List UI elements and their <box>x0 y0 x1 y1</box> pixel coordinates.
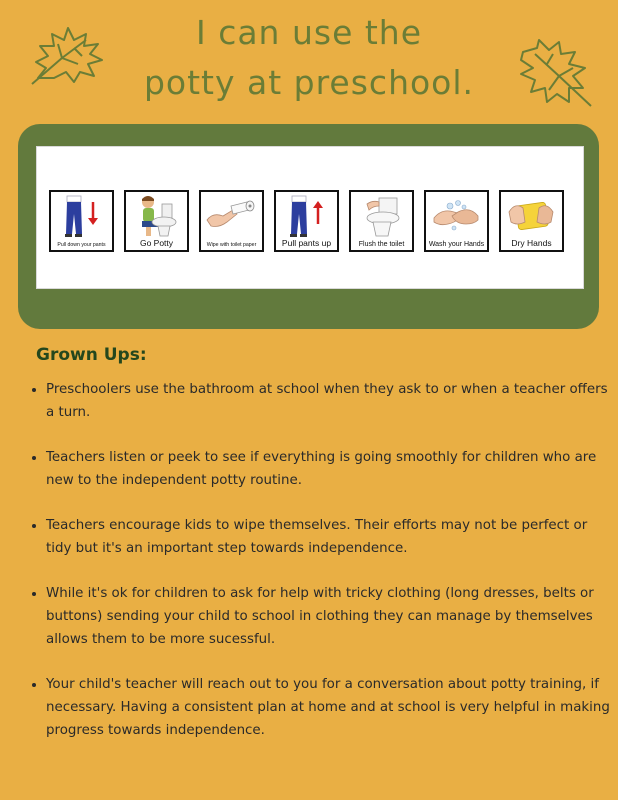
step-card-wash <box>424 190 489 252</box>
title-line-1: I can use the <box>195 13 423 52</box>
step-card-dry <box>499 190 564 252</box>
pants-down-icon <box>53 194 110 238</box>
grown-ups-list <box>26 378 616 764</box>
child-on-toilet-icon <box>128 194 185 238</box>
dry-hands-icon <box>503 194 560 238</box>
step-label: Pull pants up <box>281 238 332 248</box>
wash-hands-icon <box>428 194 485 238</box>
toilet-paper-icon <box>203 194 260 238</box>
list-item: • Teachers encourage kids to wipe themselves. Their efforts may not be perfect or tidy but it's an important step towards independence. <box>46 514 616 560</box>
step-label: Dry Hands <box>511 238 552 248</box>
step-label: Go Potty <box>139 238 174 248</box>
step-label: Flush the toilet <box>358 241 405 248</box>
step-card-pull-down <box>49 190 114 252</box>
title-line-2: potty at preschool. <box>143 63 475 102</box>
list-item: • Your child's teacher will reach out to you for a conversation about potty training, if necessary. Having a consistent plan at home and at school is very helpful in making progress towards independence. <box>46 673 616 742</box>
step-label: Wipe with toilet paper <box>206 242 257 248</box>
section-heading: Grown Ups: <box>36 345 147 365</box>
leaf-icon <box>515 38 595 108</box>
toilet-flush-icon <box>353 194 410 238</box>
pants-up-icon <box>278 194 335 238</box>
list-item: • Preschoolers use the bathroom at school when they ask to or when a teacher offers a turn. <box>46 378 616 424</box>
step-card-flush <box>349 190 414 252</box>
step-label: Pull down your pants <box>57 242 106 248</box>
step-label: Wash your Hands <box>428 241 485 248</box>
list-item: • While it's ok for children to ask for help with tricky clothing (long dresses, belts or buttons) sending your child to school in clothing they can manage by themselves allows them to be more sucessful. <box>46 582 616 651</box>
step-card-pull-up <box>274 190 339 252</box>
step-card-wipe <box>199 190 264 252</box>
visual-schedule-strip <box>49 190 564 255</box>
leaf-icon <box>28 22 106 86</box>
step-card-go-potty <box>124 190 189 252</box>
list-item: • Teachers listen or peek to see if everything is going smoothly for children who are new to the independent potty routine. <box>46 446 616 492</box>
